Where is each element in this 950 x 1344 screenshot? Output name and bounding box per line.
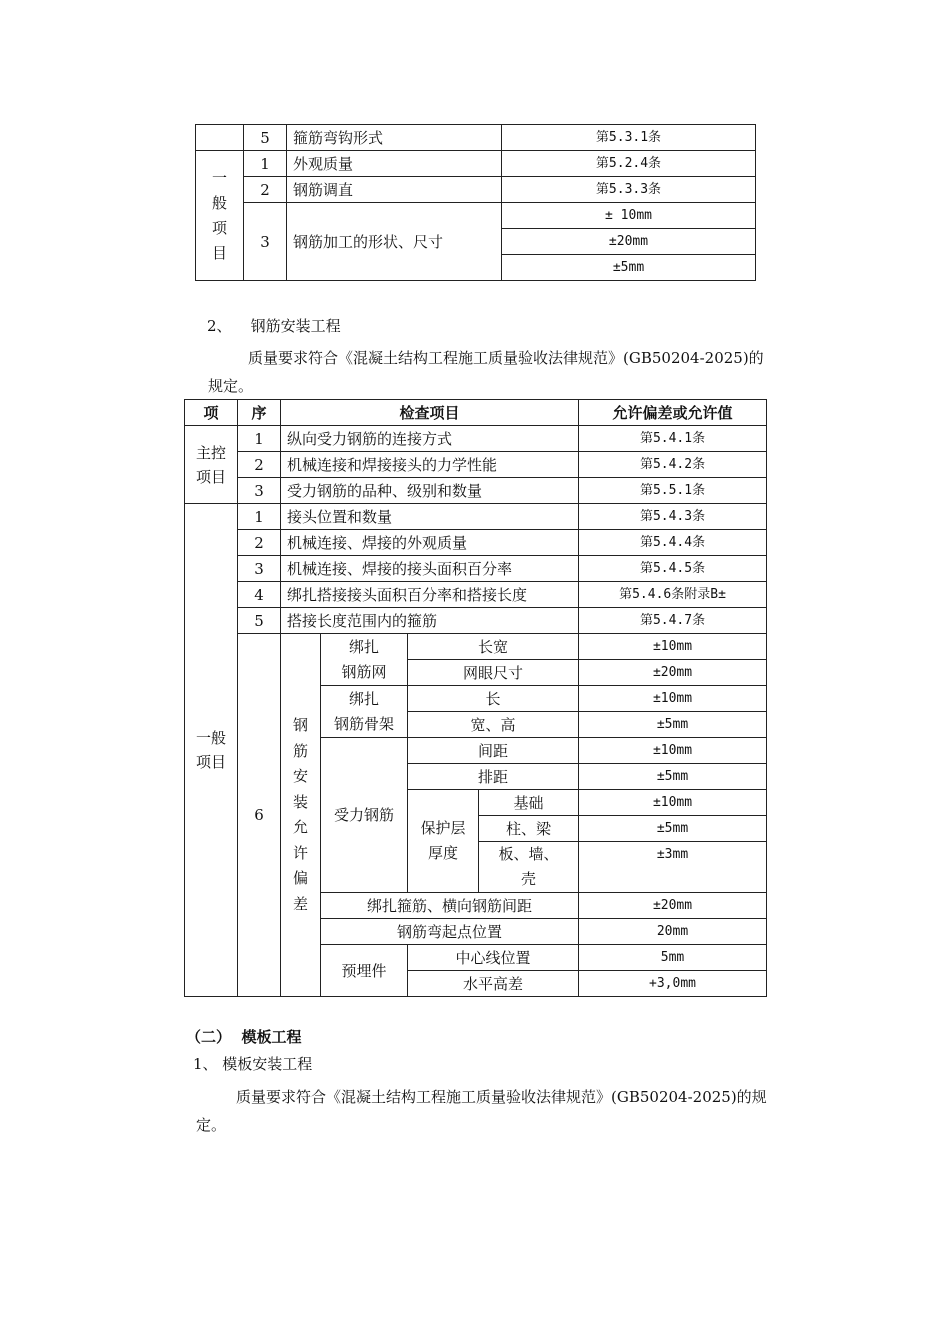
- item-cell: 箍筋弯钩形式: [287, 125, 502, 151]
- sub-item-cell: 宽、高: [408, 712, 579, 738]
- value-cell: 第5.4.6条附录B±: [579, 582, 767, 608]
- value-cell: ± 10mm: [502, 203, 756, 229]
- sub-item-cell: 柱、梁: [479, 816, 579, 842]
- value-cell: ±5mm: [579, 712, 767, 738]
- seq-cell: 1: [238, 426, 281, 452]
- table-row: [185, 608, 767, 634]
- table-row: [196, 151, 756, 177]
- embedded-label: 预埋件: [321, 945, 408, 997]
- item-cell: 受力钢筋的品种、级别和数量: [281, 478, 579, 504]
- sub-item-cell: 钢筋弯起点位置: [321, 919, 579, 945]
- value-cell: 第5.4.2条: [579, 452, 767, 478]
- sub-item-cell: 间距: [408, 738, 579, 764]
- table-row: [185, 556, 767, 582]
- seq-cell: 3: [244, 203, 287, 281]
- seq-cell: 2: [238, 452, 281, 478]
- table-row: [185, 530, 767, 556]
- item-cell: 钢筋加工的形状、尺寸: [287, 203, 502, 281]
- table-row: [185, 504, 767, 530]
- cover-label: 保护层 厚度: [408, 790, 479, 893]
- table-row: [196, 203, 756, 229]
- sub-item-cell: 排距: [408, 764, 579, 790]
- value-cell: ±5mm: [579, 764, 767, 790]
- group-cell: [196, 125, 244, 151]
- rebar-processing-table: [195, 124, 756, 281]
- paragraph-line: 规定。: [208, 377, 254, 395]
- value-cell: ±20mm: [502, 229, 756, 255]
- value-cell: ±10mm: [579, 790, 767, 816]
- value-cell: ±20mm: [579, 893, 767, 919]
- paragraph-line: 质量要求符合《混凝土结构工程施工质量验收法律规范》(GB50204-2025)的规: [236, 1088, 767, 1106]
- paragraph-line: 质量要求符合《混凝土结构工程施工质量验收法律规范》(GB50204-2025)的: [248, 349, 764, 367]
- sub-item-cell: 水平高差: [408, 971, 579, 997]
- rebar-installation-table: [184, 399, 767, 997]
- value-cell: 5mm: [579, 945, 767, 971]
- seq-cell: 6: [238, 634, 281, 997]
- paragraph-line: 定。: [196, 1116, 227, 1134]
- value-cell: 第5.4.7条: [579, 608, 767, 634]
- section-heading: （二） 模板工程: [186, 1028, 302, 1046]
- value-cell: ±10mm: [579, 738, 767, 764]
- stressed-rebar-label: 受力钢筋: [321, 738, 408, 893]
- general-group-cell: 一 般 项 目: [196, 151, 244, 281]
- header-seq: 序: [238, 400, 281, 426]
- mesh-label: 绑扎 钢筋网: [321, 634, 408, 686]
- table-row: [185, 452, 767, 478]
- item-cell: 机械连接和焊接接头的力学性能: [281, 452, 579, 478]
- seq-cell: 1: [244, 151, 287, 177]
- sub-item-cell: 基础: [479, 790, 579, 816]
- value-cell: 第5.5.1条: [579, 478, 767, 504]
- value-cell: ±10mm: [579, 634, 767, 660]
- general-group-cell: 一般 项目: [185, 504, 238, 997]
- seq-cell: 3: [238, 478, 281, 504]
- value-cell: ±5mm: [579, 816, 767, 842]
- sub-item-cell: 绑扎箍筋、横向钢筋间距: [321, 893, 579, 919]
- item-cell: 纵向受力钢筋的连接方式: [281, 426, 579, 452]
- table-row: [196, 177, 756, 203]
- vertical-label-cell: 钢 筋 安 装 允 许 偏 差: [281, 634, 321, 997]
- table-row: [185, 426, 767, 452]
- value-cell: ±10mm: [579, 686, 767, 712]
- value-cell: 第5.2.4条: [502, 151, 756, 177]
- value-cell: 第5.3.1条: [502, 125, 756, 151]
- value-cell: 第5.3.3条: [502, 177, 756, 203]
- seq-cell: 3: [238, 556, 281, 582]
- sub-item-cell: 网眼尺寸: [408, 660, 579, 686]
- value-cell: 20mm: [579, 919, 767, 945]
- header-item: 项: [185, 400, 238, 426]
- cage-label: 绑扎 钢筋骨架: [321, 686, 408, 738]
- item-cell: 绑扎搭接接头面积百分率和搭接长度: [281, 582, 579, 608]
- value-cell: ±20mm: [579, 660, 767, 686]
- header-tolerance: 允许偏差或允许值: [579, 400, 767, 426]
- seq-cell: 5: [238, 608, 281, 634]
- header-check-item: 检查项目: [281, 400, 579, 426]
- item-cell: 机械连接、焊接的接头面积百分率: [281, 556, 579, 582]
- table-header-row: [185, 400, 767, 426]
- item-cell: 外观质量: [287, 151, 502, 177]
- sub-item-cell: 中心线位置: [408, 945, 579, 971]
- main-group-cell: 主控 项目: [185, 426, 238, 504]
- sub-heading: 1、 模板安装工程: [193, 1055, 313, 1073]
- value-cell: 第5.4.5条: [579, 556, 767, 582]
- value-cell: ±5mm: [502, 255, 756, 281]
- value-cell: 第5.4.4条: [579, 530, 767, 556]
- section-heading: 2、 钢筋安装工程: [207, 317, 341, 335]
- item-cell: 搭接长度范围内的箍筋: [281, 608, 579, 634]
- seq-cell: 4: [238, 582, 281, 608]
- sub-item-cell: 长: [408, 686, 579, 712]
- item-cell: 钢筋调直: [287, 177, 502, 203]
- sub-item-cell: 长宽: [408, 634, 579, 660]
- table-row: [185, 478, 767, 504]
- value-cell: 第5.4.1条: [579, 426, 767, 452]
- value-cell: +3,0mm: [579, 971, 767, 997]
- table-row: [185, 634, 767, 660]
- value-cell: 第5.4.3条: [579, 504, 767, 530]
- sub-item-cell: 板、墙、 壳: [479, 842, 579, 893]
- table-row: [196, 125, 756, 151]
- seq-cell: 5: [244, 125, 287, 151]
- value-cell: ±3mm: [579, 842, 767, 893]
- table-row: [185, 582, 767, 608]
- seq-cell: 1: [238, 504, 281, 530]
- seq-cell: 2: [244, 177, 287, 203]
- seq-cell: 2: [238, 530, 281, 556]
- item-cell: 接头位置和数量: [281, 504, 579, 530]
- item-cell: 机械连接、焊接的外观质量: [281, 530, 579, 556]
